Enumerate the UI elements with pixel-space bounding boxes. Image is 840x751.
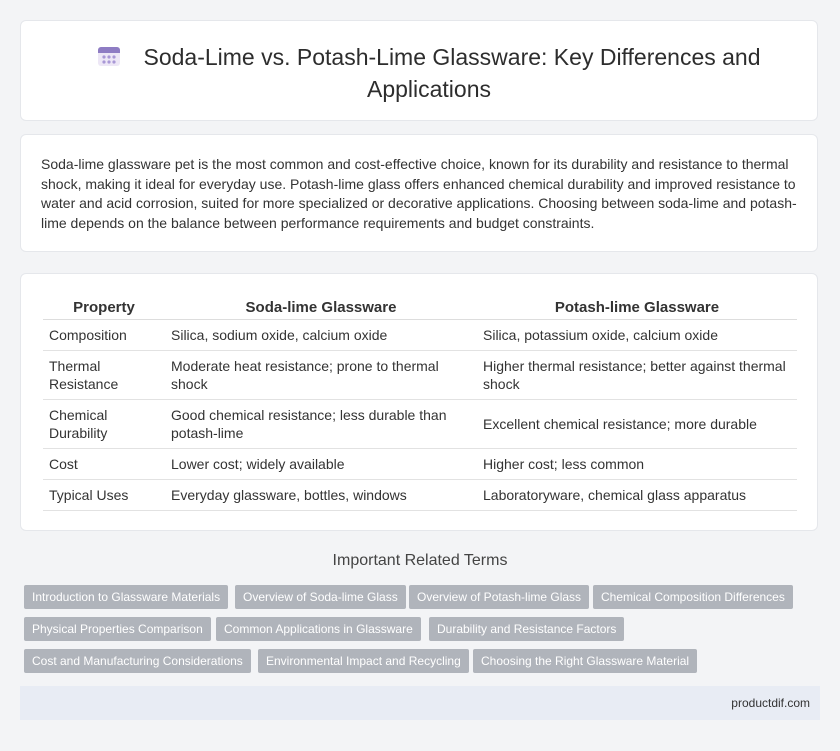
table-cell: Composition [43, 320, 165, 351]
table-row [43, 320, 797, 351]
table-header-row [43, 296, 797, 320]
table-cell: Laboratoryware, chemical glass apparatus [477, 480, 797, 511]
header-card [20, 20, 818, 121]
table-row [43, 480, 797, 511]
calendar-icon [97, 44, 121, 75]
table-cell: Lower cost; widely available [165, 449, 477, 480]
column-header-property: Property [43, 296, 165, 320]
tag-link[interactable]: Choosing the Right Glassware Material [473, 649, 697, 673]
table-row [43, 449, 797, 480]
column-header-soda-lime: Soda-lime Glassware [165, 296, 477, 320]
table-cell: Everyday glassware, bottles, windows [165, 480, 477, 511]
table-cell: Silica, potassium oxide, calcium oxide [477, 320, 797, 351]
table-row [43, 351, 797, 400]
intro-card [20, 134, 818, 252]
tag-link[interactable]: Cost and Manufacturing Considerations [24, 649, 251, 673]
column-header-potash-lime: Potash-lime Glassware [477, 296, 797, 320]
table-cell: Excellent chemical resistance; more durable [477, 400, 797, 449]
page-title-text: Soda-Lime vs. Potash-Lime Glassware: Key Differences and Applications [143, 44, 761, 102]
tag-link[interactable]: Chemical Composition Differences [593, 585, 793, 609]
tag-link[interactable]: Physical Properties Comparison [24, 617, 211, 641]
intro-text: Soda-lime glassware pet is the most common and cost-effective choice, known for its durability and resistance to thermal shock, making it ideal for everyday use. Potash-lime glass offers enhanced chemical durability and improved resistance to water and acid corrosion, suited for more specialized or decorative applications. Choosing between soda-lime and potash-lime depends on the balance between performance requirements and budget constraints. [41, 156, 797, 231]
table-cell: Chemical Durability [43, 400, 165, 449]
table-cell: Typical Uses [43, 480, 165, 511]
page-title [81, 43, 777, 104]
related-terms-title: Important Related Terms [332, 552, 508, 569]
table-cell: Higher cost; less common [477, 449, 797, 480]
comparison-table [43, 296, 797, 511]
table-row [43, 400, 797, 449]
table-cell: Silica, sodium oxide, calcium oxide [165, 320, 477, 351]
table-cell: Thermal Resistance [43, 351, 165, 400]
comparison-table-card [20, 273, 818, 531]
table-cell: Moderate heat resistance; prone to thermal shock [165, 351, 477, 400]
tag-link[interactable]: Common Applications in Glassware [216, 617, 421, 641]
table-cell: Higher thermal resistance; better against thermal shock [477, 351, 797, 400]
tag-link[interactable]: Environmental Impact and Recycling [258, 649, 469, 673]
table-cell: Cost [43, 449, 165, 480]
footer [20, 686, 820, 720]
tag-link[interactable]: Overview of Potash-lime Glass [409, 585, 589, 609]
tag-link[interactable]: Introduction to Glassware Materials [24, 585, 228, 609]
tag-link[interactable]: Overview of Soda-lime Glass [235, 585, 406, 609]
table-cell: Good chemical resistance; less durable than potash-lime [165, 400, 477, 449]
footer-site-link[interactable]: productdif.com [731, 696, 810, 710]
tag-link[interactable]: Durability and Resistance Factors [429, 617, 624, 641]
